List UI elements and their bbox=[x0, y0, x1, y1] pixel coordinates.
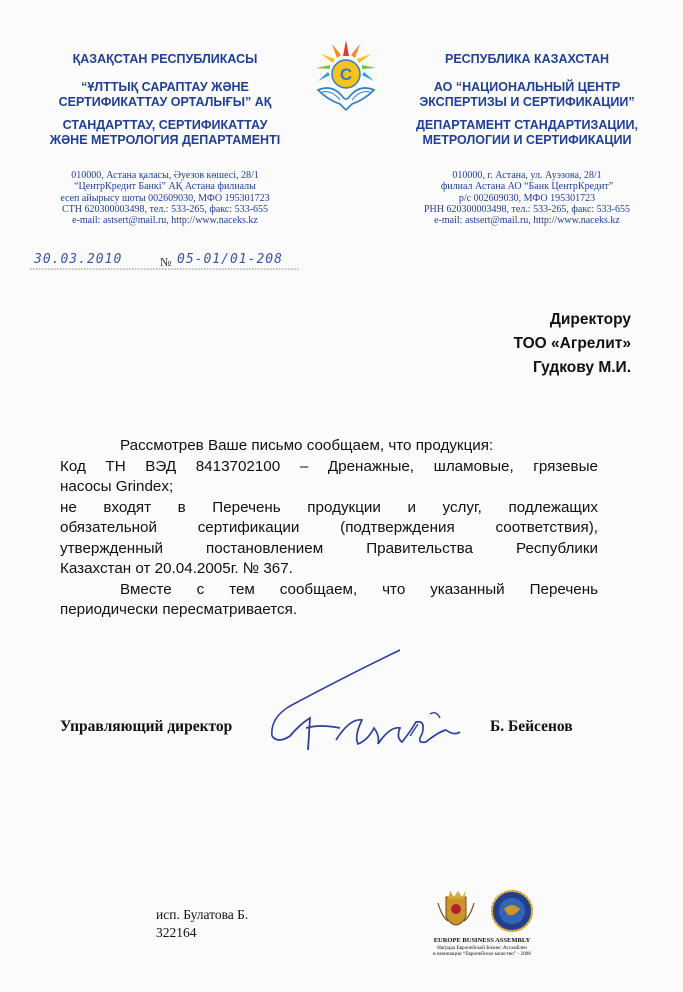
award-emblems bbox=[424, 887, 544, 937]
header-right-contact bbox=[392, 170, 662, 226]
award-subtitle bbox=[402, 945, 562, 957]
header-left-org-line2: СЕРТИФИКАТТАУ ОРТАЛЫҒЫ” АҚ bbox=[58, 94, 272, 109]
header-left-dept bbox=[34, 118, 296, 147]
number-label: № bbox=[160, 255, 172, 269]
body-p2a: Код ТН ВЭД 8413702100 – Дренажные, шламовые, грязевые bbox=[60, 457, 598, 475]
contact-line: СТН 620300003498, тел.: 533-265, факс: 533-655 bbox=[62, 203, 268, 215]
contact-line: филиал Астана АО “Банк ЦентрКредит” bbox=[440, 181, 614, 193]
handwritten-signature bbox=[250, 644, 490, 764]
header-left-contact bbox=[34, 170, 296, 226]
header-left-country: ҚАЗАҚСТАН РЕСПУБЛИКАСЫ bbox=[72, 52, 258, 66]
body-p4a: Вместе с тем сообщаем, что указанный Перечень bbox=[120, 580, 598, 598]
header-left-org bbox=[34, 80, 296, 109]
body-p3c: утвержденный постановлением Правительства Республики bbox=[60, 539, 598, 557]
header-right-dept bbox=[392, 118, 662, 147]
header-left-dept-line2: ЖӘНЕ МЕТРОЛОГИЯ ДЕПАРТАМЕНТІ bbox=[49, 132, 281, 147]
contact-line: “ЦентрКредит Банкі” АҚ Астана филиалы bbox=[74, 181, 256, 193]
body-p3b: обязательной сертификации (подтверждения соответствия), bbox=[60, 519, 598, 536]
signature-name: Б. Бейсенов bbox=[490, 718, 573, 735]
body-p3a: не входят в Перечень продукции и услуг, подлежащих bbox=[60, 498, 598, 516]
award-line2: в номинации “Европейское качество” - 2008 bbox=[433, 951, 531, 957]
contact-line: есеп айырысу шоты 002609030, МФО 195301723 bbox=[60, 192, 270, 204]
letter-date: 30.03.2010 bbox=[34, 252, 123, 267]
addressee-line3: Гудкову М.И. bbox=[532, 359, 631, 376]
header-right-org-line1: АО “НАЦИОНАЛЬНЫЙ ЦЕНТР bbox=[433, 80, 621, 94]
addressee-line2: ТОО «Агрелит» bbox=[513, 335, 631, 352]
contact-line: РНН 620300003498, тел.: 533-265, факс: 533-655 bbox=[424, 203, 630, 215]
contact-line: e-mail: astsert@mail.ru, http://www.naceks.kz bbox=[72, 215, 258, 227]
contact-line: e-mail: astsert@mail.ru, http://www.naceks.kz bbox=[434, 215, 620, 227]
header-right-dept-line1: ДЕПАРТАМЕНТ СТАНДАРТИЗАЦИИ, bbox=[416, 118, 638, 132]
body-p4b: периодически пересматривается. bbox=[60, 601, 298, 618]
header-left-org-line1: “ҰЛТТЫҚ САРАПТАУ ЖӘНЕ bbox=[81, 80, 249, 94]
addressee-line1: Директору bbox=[549, 311, 631, 328]
contact-line: р/с 002609030, МФО 195301723 bbox=[458, 192, 596, 204]
body-p2b: насосы Grindex; bbox=[60, 478, 174, 495]
header-right-org-line2: ЭКСПЕРТИЗЫ И СЕРТИФИКАЦИИ” bbox=[419, 94, 635, 109]
header-right-org bbox=[392, 80, 662, 109]
body-p1: Рассмотрев Ваше письмо сообщаем, что продукция: bbox=[120, 437, 494, 454]
header-right-dept-line2: МЕТРОЛОГИИ И СЕРТИФИКАЦИИ bbox=[422, 132, 632, 147]
footer-phone: 322164 bbox=[156, 925, 197, 940]
addressee bbox=[514, 308, 631, 380]
naceks-logo-icon bbox=[308, 34, 384, 114]
header-right-country: РЕСПУБЛИКА КАЗАХСТАН bbox=[444, 52, 609, 66]
signature-title: Управляющий директор bbox=[60, 718, 233, 735]
crest-icon bbox=[438, 891, 474, 925]
header-left-dept-line1: СТАНДАРТТАУ, СЕРТИФИКАТТАУ bbox=[62, 118, 268, 132]
logo-letter: С bbox=[339, 65, 353, 84]
footer-executor: исп. Булатова Б. bbox=[156, 907, 249, 922]
award-title: EUROPE BUSINESS ASSEMBLY bbox=[433, 937, 531, 944]
letter-body bbox=[60, 436, 598, 621]
body-p3d: Казахстан от 20.04.2005г. № 367. bbox=[60, 560, 293, 577]
globe-icon bbox=[492, 891, 532, 931]
contact-line: 010000, г. Астана, ул. Ауэзова, 28/1 bbox=[452, 170, 602, 181]
award-badge bbox=[402, 887, 562, 967]
contact-line: 010000, Астана қаласы, Әуезов көшесі, 28/1 bbox=[71, 170, 259, 181]
letter-number: 05-01/01-208 bbox=[177, 252, 283, 267]
award-line1: Награда Европейской Бизнес Ассамблеи bbox=[437, 945, 527, 951]
